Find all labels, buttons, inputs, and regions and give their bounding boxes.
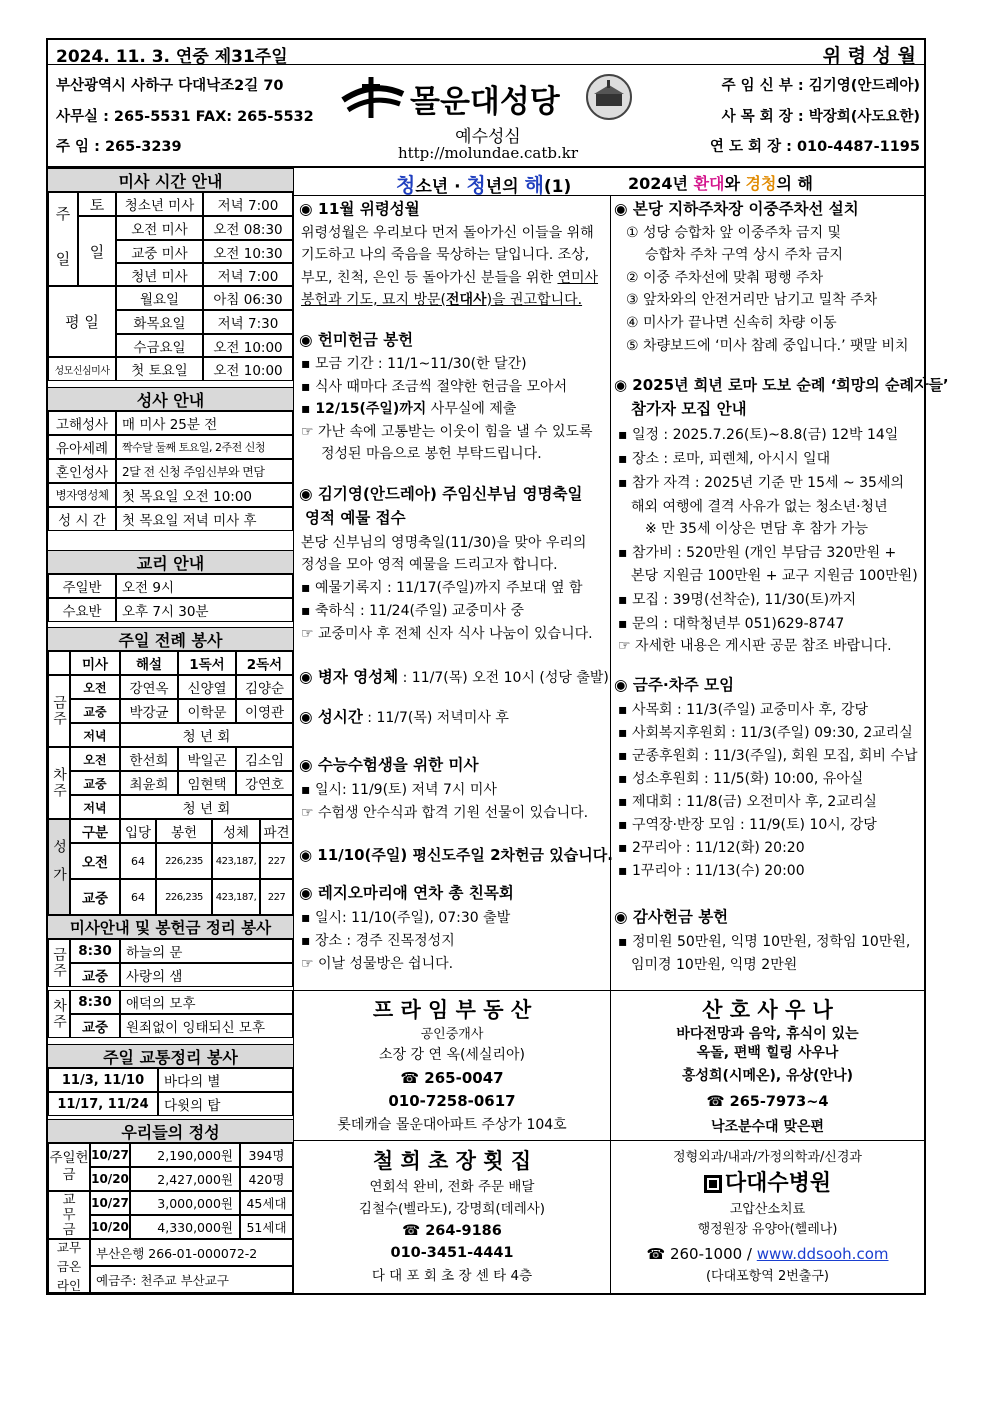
mass-name: 오전 미사 — [116, 216, 203, 240]
notice-text: 정성을 모아 영적 예물을 드리고자 합니다. — [301, 557, 558, 573]
ad-text: 연회석 완비, 전화 주문 배달 — [369, 1179, 535, 1195]
dues-count: 45세대 — [240, 1191, 293, 1215]
council-president: 사 목 회 장 : 박장희(사도요한) — [721, 109, 920, 125]
notice-text: ▪ 식사 때마다 조금씩 절약한 헌금을 모아서 — [301, 379, 568, 395]
liturgy-reader1: 박일곤 — [178, 747, 236, 771]
notice-feastday-title: ◉ 김기영(안드레아) 주임신부님 영명축일 — [299, 485, 583, 503]
notice-text: 임미경 10만원, 익명 2만원 — [631, 957, 798, 973]
liturgical-month: 위 령 성 월 — [822, 45, 916, 67]
sunday-label: 주 일 — [48, 192, 78, 286]
mass-time: 저녁 7:00 — [203, 192, 293, 216]
guide-mass: 교중 — [70, 1014, 120, 1038]
notice-parking-title: ◉ 본당 지하주차장 이중주차선 설치 — [614, 200, 859, 218]
traffic-header: 주일 교통정리 봉사 — [48, 1044, 293, 1068]
offering-count: 394명 — [240, 1143, 293, 1167]
notice-text: ☞ 자세한 내용은 게시판 공문 참조 바랍니다. — [618, 638, 892, 654]
notice-text: ▪ 장소 : 경주 진목정성지 — [301, 933, 455, 949]
choir-row-mass: 오전 — [70, 843, 120, 879]
ad-text: 홍성희(시메온), 유상(안나) — [681, 1068, 854, 1084]
ad-text: 다 대 포 회 초 장 센 타 4층 — [371, 1268, 533, 1284]
guide-group: 애덕의 모후 — [120, 990, 293, 1014]
guide-mass: 교중 — [70, 963, 120, 987]
weekday-label: 평 일 — [48, 286, 116, 357]
mass-time: 저녁 7:00 — [203, 263, 293, 286]
choir-communion: 423,187, — [212, 879, 260, 915]
pastor-phone: 주 임 : 265-3239 — [56, 139, 182, 155]
marian-mass-time: 오전 10:00 — [203, 357, 293, 381]
youth-year-banner: 청소년 · 청년의 해(1) — [396, 173, 572, 197]
notice-text: ▪ 참가비 : 520만원 (개인 부담금 320만원 + — [618, 545, 897, 561]
choir-offertory: 226,235 — [156, 879, 212, 915]
ad-text: 소장 강 연 옥(세실리아) — [379, 1047, 525, 1063]
ad-phone: 010-3451-4441 — [390, 1245, 514, 1261]
liturgy-evening-group: 청 년 회 — [120, 795, 293, 819]
liturgy-reader1: 이학문 — [178, 699, 236, 723]
dues-date: 10/27 — [90, 1191, 130, 1215]
notice-text: 부모, 친척, 은인 등 돌아가신 분들을 위한 연미사 — [301, 270, 599, 286]
traffic-group: 다윗의 탑 — [158, 1092, 293, 1116]
office-phone-fax: 사무실 : 265-5531 FAX: 265-5532 — [56, 109, 314, 125]
notice-text: 정성된 마음으로 봉헌 부탁드립니다. — [321, 446, 542, 462]
notice-text: ▪ 군종후원회 : 11/3(주일), 회원 모집, 회비 수납 — [618, 748, 918, 764]
dues-date: 10/20 — [90, 1215, 130, 1239]
sunday-day-label: 일 — [78, 216, 116, 286]
dues-count: 51세대 — [240, 1215, 293, 1239]
notice-text: ▪ 사회복지후원회 : 11/3(주일) 09:30, 2교리실 — [618, 725, 913, 741]
notice-text: ③ 앞차와의 안전거리만 남기고 밀착 주차 — [626, 292, 878, 308]
sacrament-info: 첫 목요일 저녁 미사 후 — [116, 507, 293, 531]
guide-group: 하늘의 문 — [120, 939, 293, 963]
offering-amount: 2,190,000원 — [130, 1143, 240, 1167]
choir-communion: 423,187, — [212, 843, 260, 879]
ad-hospital-contact: ☎ 260-1000 / www.ddsooh.com — [646, 1245, 889, 1263]
ad-text: (다대포항역 2번출구) — [705, 1269, 829, 1284]
notice-holy-hour: ◉ 성시간 : 11/7(목) 저녁미사 후 — [299, 708, 509, 726]
liturgy-reader2: 강연호 — [236, 771, 293, 795]
liturgy-col-commentator: 해설 — [120, 651, 178, 675]
doctrine-time: 오후 7시 30분 — [116, 598, 293, 622]
traffic-date: 11/17, 11/24 — [48, 1092, 158, 1116]
sacrament-info: 2달 전 신청 주임신부와 면담 — [116, 459, 293, 483]
notice-text: 본당 신부님의 영명축일(11/30)을 맞아 우리의 — [301, 535, 587, 551]
notice-text: ▪ 축하식 : 11/24(주일) 교중미사 중 — [301, 603, 524, 619]
liturgy-reader1: 임현택 — [178, 771, 236, 795]
liturgy-reader2: 이영관 — [236, 699, 293, 723]
ad-hospital — [611, 1148, 924, 1286]
ad-text: 롯데캐슬 몰운대아파트 주상가 104호 — [337, 1117, 567, 1133]
choir-entrance: 64 — [120, 843, 156, 879]
notice-text: 기도하고 나의 죽음을 묵상하는 달입니다. 조상, — [301, 247, 590, 263]
doctrine-class: 주일반 — [48, 574, 116, 598]
notice-text: ▪ 제대회 : 11/8(금) 오전미사 후, 2교리실 — [618, 794, 877, 810]
guide-next-week-label: 차주 — [48, 990, 70, 1038]
notice-text: ※ 만 35세 이상은 면담 후 참가 가능 — [645, 521, 868, 537]
ad-text: 정형외과/내과/가정의학과/신경과 — [673, 1150, 862, 1165]
bulletin-date: 2024. 11. 3. 연중 제31주일 — [56, 47, 288, 67]
parish-address: 부산광역시 사하구 다대낙조2길 70 — [56, 78, 284, 94]
weekday-mass-day: 수금요일 — [116, 334, 203, 357]
parish-logo — [338, 72, 398, 122]
sunday-offering-label: 주일헌금 — [48, 1143, 90, 1191]
doctrine-class: 수요반 — [48, 598, 116, 622]
ad-text: 바다전망과 음악, 휴식이 있는 — [676, 1026, 859, 1042]
weekday-mass-day: 화목요일 — [116, 310, 203, 334]
sacrament-name: 성 시 간 — [48, 507, 116, 531]
mass-name: 청년 미사 — [116, 263, 203, 286]
liturgy-reader2: 김양순 — [236, 675, 293, 699]
ad-restaurant-name: 철 희 초 장 횟 집 — [372, 1149, 532, 1173]
notice-thanks-offering-title: ◉ 감사헌금 봉헌 — [614, 908, 729, 926]
choir-row-mass: 교중 — [70, 879, 120, 915]
notice-text: ☞ 가난 속에 고통받는 이웃이 힘을 낼 수 있도록 — [301, 424, 593, 440]
sacrament-name: 혼인성사 — [48, 459, 116, 483]
ad-restaurant — [294, 1146, 610, 1288]
account-holder: 예금주: 천주교 부산교구 — [90, 1266, 293, 1293]
dues-label: 교무금 — [48, 1191, 90, 1239]
hospital-website-link[interactable]: www.ddsooh.com — [756, 1245, 889, 1263]
notice-text: 본당 지원금 100만원 + 교구 지원금 100만원) — [631, 568, 918, 584]
ad-realestate-name: 프 라 임 부 동 산 — [372, 998, 532, 1022]
notice-text: ▪ 일시: 11/10(주일), 07:30 출발 — [301, 910, 511, 926]
liturgy-row-mass: 저녁 — [70, 723, 120, 747]
guide-mass: 8:30 — [70, 939, 120, 963]
liturgy-commentator: 박강균 — [120, 699, 178, 723]
liturgy-this-week-label: 금주 — [48, 675, 70, 747]
liturgy-row-mass: 교중 — [70, 771, 120, 795]
liturgy-header: 주일 전례 봉사 — [48, 627, 293, 651]
notice-text: ▪ 일시: 11/9(토) 저녁 7시 미사 — [301, 782, 497, 798]
offering-date: 10/20 — [90, 1167, 130, 1191]
notice-pilgrimage-title: ◉ 2025년 희년 로마 도보 순례 ‘희망의 순례자들’ — [614, 376, 949, 394]
sacrament-info: 첫 목요일 오전 10:00 — [116, 483, 293, 507]
liturgy-row-mass: 교중 — [70, 699, 120, 723]
guide-this-week-label: 금주 — [48, 939, 70, 987]
hospital-name: 다대수병원 — [724, 1171, 832, 1196]
choir-entrance: 64 — [120, 879, 156, 915]
offering-header: 우리들의 정성 — [48, 1119, 293, 1143]
sacrament-name: 유아세례 — [48, 435, 116, 459]
ad-text: 고압산소치료 — [729, 1202, 806, 1217]
notice-text: ☞ 교중미사 후 전체 신자 식사 나눔이 있습니다. — [301, 626, 593, 642]
federation-president: 연 도 회 장 : 010-4487-1195 — [709, 139, 920, 155]
notice-text: ▪ 12/15(주일)까지 사무실에 제출 — [301, 401, 517, 417]
liturgy-row-mass: 저녁 — [70, 795, 120, 819]
notice-feastday-subtitle: 영적 예물 접수 — [305, 509, 406, 527]
traffic-date: 11/3, 11/10 — [48, 1068, 158, 1092]
notice-text: ☞ 이날 성물방은 쉽니다. — [301, 956, 454, 972]
notice-text: ② 이중 주차선에 맞춰 평행 주차 — [626, 270, 824, 286]
sacrament-name: 병자영성체 — [48, 483, 116, 507]
weekday-mass-day: 월요일 — [116, 286, 203, 310]
liturgy-commentator: 한선희 — [120, 747, 178, 771]
liturgy-evening-group: 청 년 회 — [120, 723, 293, 747]
sacrament-name: 고해성사 — [48, 411, 116, 435]
notice-rice-title: ◉ 헌미헌금 봉헌 — [299, 331, 414, 349]
notice-text: ▪ 모금 기간 : 11/1~11/30(한 달간) — [301, 356, 527, 372]
notice-exam-mass-title: ◉ 수능수험생을 위한 미사 — [299, 756, 479, 774]
liturgy-commentator: 강연옥 — [120, 675, 178, 699]
guide-group: 사랑의 샘 — [120, 963, 293, 987]
liturgy-col-mass: 미사 — [70, 651, 120, 675]
notice-meetings-title: ◉ 금주·차주 모임 — [614, 676, 735, 694]
notice-text: ▪ 1꾸리아 : 11/13(수) 20:00 — [618, 863, 805, 879]
ad-phone: ☎ 265-0047 — [400, 1069, 504, 1087]
notice-text: ⑤ 차량보드에 ‘미사 참례 중입니다.’ 팻말 비치 — [626, 338, 909, 354]
parish-motto: 예수성심 — [455, 127, 521, 147]
notice-second-collection: ◉ 11/10(주일) 평신도주일 2차헌금 있습니다. — [299, 846, 613, 864]
choir-offertory: 226,235 — [156, 843, 212, 879]
marian-mass-day: 첫 토요일 — [116, 357, 203, 381]
mass-times-header: 미사 시간 안내 — [48, 168, 293, 192]
notice-text: 봉헌과 기도, 묘지 방문(전대사)을 권고합니다. — [301, 292, 583, 308]
mass-name: 교중 미사 — [116, 240, 203, 263]
sacrament-info: 매 미사 25분 전 — [116, 411, 293, 435]
liturgy-col-reading1: 1독서 — [178, 651, 236, 675]
parish-website[interactable]: http://molundae.catb.kr — [397, 144, 579, 162]
year-theme-banner: 2024년 환대와 경청의 해 — [628, 174, 813, 193]
notice-text: 승합차 주차 구역 상시 주차 금지 — [645, 247, 844, 263]
notice-text: 해외 여행에 결격 사유가 없는 청소년·청년 — [631, 499, 888, 515]
ad-text: 행정원장 유양아(헬레나) — [697, 1222, 838, 1237]
liturgy-row-mass: 오전 — [70, 747, 120, 771]
guide-group: 원죄없이 잉태되신 모후 — [120, 1014, 293, 1038]
notice-sick-communion: ◉ 병자 영성체 : 11/7(목) 오전 10시 (성당 출발) — [299, 668, 609, 686]
marian-mass-label: 성모신심미사 — [48, 357, 116, 381]
sacrament-info: 짝수달 둘째 토요일, 2주전 신청 — [116, 435, 293, 459]
weekday-mass-time: 오전 10:00 — [203, 334, 293, 357]
notice-text: 위령성월은 우리보다 먼저 돌아가신 이들을 위해 — [301, 225, 594, 241]
doctrine-header: 교리 안내 — [48, 550, 293, 574]
notice-text: ▪ 성소후원회 : 11/5(화) 10:00, 유아실 — [618, 771, 864, 787]
saturday-label: 토 — [78, 192, 116, 216]
notice-text: ▪ 모집 : 39명(선착순), 11/30(토)까지 — [618, 592, 857, 608]
ad-phone: ☎ 265-7973~4 — [706, 1094, 829, 1110]
notice-text: ▪ 일정 : 2025.7.26(토)~8.8(금) 12박 14일 — [618, 427, 899, 443]
offering-count: 420명 — [240, 1167, 293, 1191]
notice-text: ▪ 사목회 : 11/3(주일) 교중미사 후, 강당 — [618, 702, 869, 718]
ad-realestate — [294, 995, 610, 1138]
ad-phone: ☎ 264-9186 — [402, 1223, 502, 1239]
choir-col: 입당 — [120, 819, 156, 843]
notice-text: ① 성당 승합차 앞 이중주차 금지 및 — [626, 225, 842, 241]
notice-text: ▪ 문의 : 대학청년부 051)629-8747 — [618, 616, 845, 632]
ad-text: 공인중개사 — [420, 1027, 484, 1042]
liturgy-commentator: 최윤희 — [120, 771, 178, 795]
offering-amount: 2,427,000원 — [130, 1167, 240, 1191]
parish-name: 몰운대성당 — [410, 84, 560, 120]
choir-dismissal: 227 — [260, 843, 293, 879]
traffic-group: 바다의 별 — [158, 1068, 293, 1092]
notice-pilgrimage-subtitle: 참가자 모집 안내 — [631, 400, 747, 418]
choir-col: 구분 — [70, 819, 120, 843]
ad-sauna-name: 산 호 사 우 나 — [702, 998, 833, 1022]
notice-text: ▪ 정미원 50만원, 익명 10만원, 정학임 10만원, — [618, 934, 911, 950]
choir-col: 성체 — [212, 819, 260, 843]
liturgy-next-week-label: 차주 — [48, 747, 70, 819]
choir-dismissal: 227 — [260, 879, 293, 915]
liturgy-reader1: 신양열 — [178, 675, 236, 699]
weekday-mass-time: 아침 06:30 — [203, 286, 293, 310]
ad-text: 옥돌, 편백 힐링 사우나 — [696, 1045, 839, 1061]
guide-mass: 8:30 — [70, 990, 120, 1014]
liturgy-col-reading2: 2독서 — [236, 651, 293, 675]
ad-text: 낙조분수대 맞은편 — [710, 1119, 825, 1135]
ad-sauna — [611, 995, 924, 1140]
mass-time: 오전 08:30 — [203, 216, 293, 240]
pastor-name: 주 임 신 부 : 김기영(안드레아) — [721, 78, 920, 94]
ad-text: 김철수(벨라도), 강명희(데레사) — [358, 1201, 546, 1217]
doctrine-time: 오전 9시 — [116, 574, 293, 598]
liturgy-row-mass: 오전 — [70, 675, 120, 699]
notice-text: ▪ 2꾸리아 : 11/12(화) 20:20 — [618, 840, 805, 856]
church-emblem-icon — [586, 74, 632, 120]
dues-amount: 4,330,000원 — [130, 1215, 240, 1239]
notice-text: ☞ 수험생 안수식과 합격 기원 선물이 있습니다. — [301, 805, 589, 821]
choir-label: 성가 — [48, 819, 70, 915]
bulletin-page — [46, 38, 949, 1295]
mass-time: 오전 10:30 — [203, 240, 293, 263]
notice-legio-title: ◉ 레지오마리애 연차 총 친목회 — [299, 884, 514, 902]
dues-amount: 3,000,000원 — [130, 1191, 240, 1215]
notice-text: ▪ 구역장·반장 모임 : 11/9(토) 10시, 강당 — [618, 817, 877, 833]
notice-text: ▪ 참가 자격 : 2025년 기준 만 15세 ~ 35세의 — [618, 475, 905, 491]
bank-account: 부산은행 266-01-000072-2 — [90, 1239, 293, 1266]
notice-text: ▪ 예물기록지 : 11/17(주일)까지 주보대 옆 함 — [301, 580, 583, 596]
notice-text: ▪ 장소 : 로마, 피렌체, 아시시 일대 — [618, 451, 831, 467]
mass-name: 청소년 미사 — [116, 192, 203, 216]
notice-text: ④ 미사가 끝나면 신속히 차량 이동 — [626, 315, 837, 331]
liturgy-corner — [48, 651, 70, 675]
weekday-mass-time: 저녁 7:30 — [203, 310, 293, 334]
online-dues-label: 교무금온라인 — [48, 1239, 90, 1293]
ad-hospital-logo — [611, 1168, 924, 1200]
guide-header: 미사안내 및 봉헌금 정리 봉사 — [48, 915, 293, 939]
choir-col: 봉헌 — [156, 819, 212, 843]
ad-phone: 010-7258-0617 — [388, 1092, 516, 1110]
hospital-logo-icon — [704, 1175, 722, 1193]
choir-col: 파견 — [260, 819, 293, 843]
liturgy-reader2: 김소임 — [236, 747, 293, 771]
notice-month-title: ◉ 11월 위령성월 — [299, 200, 420, 218]
offering-date: 10/27 — [90, 1143, 130, 1167]
sacrament-header: 성사 안내 — [48, 387, 293, 411]
